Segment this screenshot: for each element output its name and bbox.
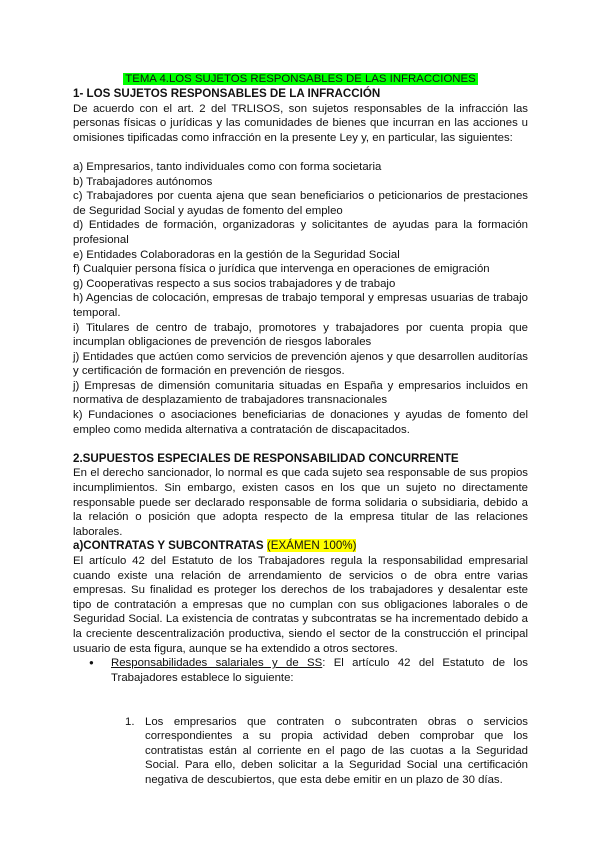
- item-text: Los empresarios que contraten o subcontraten obras o servicios correspondientes a su propia actividad deben comprobar que los contratistas están al corriente en el pago de las cuotas a la Seguridad Social. Para ello, deben solicitar a la Seguridad Social una certificación negativa de descubiertos, que esta debe emitir en un plazo de 30 días.: [145, 715, 528, 786]
- subsection-a-text: El artículo 42 del Estatuto de los Trabajadores regula la responsabilidad empresarial cuando existe una relación de arrendamiento de servicios o de obra entre varias empresas. Su finalidad es proteger los derechos de los trabajadores y desalentar este tipo de contratación a empresas que no cumplan con sus obligaciones laborales o de Seguridad Social. La existencia de contratas y subcontratas se ha incrementado debido a la creciente descentralización productiva, siendo el sector de la construcción el principal usuario de esta figura, aunque se ha extendido a otros sectores.: [73, 555, 528, 655]
- list-item: j) Empresas de dimensión comunitaria situadas en España y empresarios incluidos en normativa de desplazamiento de trabajadores transnacionales: [73, 379, 528, 407]
- list-item: c) Trabajadores por cuenta ajena que sean beneficiarios o peticionarios de prestaciones de Seguridad Social y ayudas de fomento del empleo: [73, 190, 528, 217]
- list-item: i) Titulares de centro de trabajo, promotores y trabajadores por cuenta propia que incumplan obligaciones de prevención de riesgos laborales: [73, 321, 528, 349]
- spacer: [73, 700, 528, 715]
- subsection-a-heading: [73, 539, 528, 554]
- section-2-heading: 2.SUPUESTOS ESPECIALES DE RESPONSABILIDAD CONCURRENTE: [73, 451, 459, 465]
- document-title: TEMA 4.LOS SUJETOS RESPONSABLES DE LAS INFRACCIONES: [125, 73, 476, 85]
- list-item: b) Trabajadores autónomos: [73, 175, 213, 188]
- subsection-a-title: a)CONTRATAS Y SUBCONTRATAS: [73, 539, 267, 553]
- bullet-item: [73, 656, 528, 685]
- list-item: d) Entidades de formación, organizadoras y solicitantes de ayudas para la formación profesional: [73, 219, 528, 246]
- spacer: [73, 685, 528, 700]
- list-item: f) Cualquier persona física o jurídica que intervenga en operaciones de emigración: [73, 263, 490, 276]
- responsible-subjects-list: [73, 160, 528, 437]
- spacer: [73, 145, 528, 160]
- spacer: [73, 437, 528, 452]
- bullet-label: Responsabilidades salariales y de SS: [111, 657, 323, 670]
- list-item: k) Fundaciones o asociaciones beneficiarias de donaciones y ayudas de fomento del empleo como medida alternativa a contratación de discapacitados.: [73, 409, 528, 436]
- bullet-text: : El artículo 42 del Estatuto de los Trabajadores establece lo siguiente:: [111, 657, 528, 684]
- section-2-intro: En el derecho sancionador, lo normal es que cada sujeto sea responsable de sus propios incumplimientos. Sin embargo, existen casos en los que un sujeto no directamente responsable puede ser declarado responsable de forma solidaria o subsidiaria, debido a la relación o posición que adopta respecto de la empresa titular de las relaciones laborales.: [73, 467, 528, 538]
- list-item: g) Cooperativas respecto a sus socios trabajadores y de trabajo: [73, 277, 396, 290]
- title-row: [73, 72, 528, 87]
- numbered-item: [73, 715, 528, 788]
- numbered-list: [73, 715, 528, 788]
- bullet-list: [73, 656, 528, 685]
- section-1-heading: 1- LOS SUJETOS RESPONSABLES DE LA INFRACCIÓN: [73, 87, 381, 100]
- section-1-intro: De acuerdo con el art. 2 del TRLISOS, son sujetos responsables de la infracción las personas físicas o jurídicas y las comunidades de bienes que incurran en las acciones u omisiones tipificadas como infracción en la presente Ley y, en particular, las siguientes:: [73, 102, 528, 144]
- list-item: e) Entidades Colaboradoras en la gestión de la Seguridad Social: [73, 248, 400, 261]
- exam-highlight: (EXÁMEN 100%): [266, 539, 357, 553]
- list-item: a) Empresarios, tanto individuales como con forma societaria: [73, 160, 382, 173]
- list-item: h) Agencias de colocación, empresas de trabajo temporal y empresas usuarias de trabajo temporal.: [73, 292, 528, 319]
- list-item: j) Entidades que actúen como servicios de prevención ajenos y que desarrollen auditorías y certificación de formación en prevención de riesgos.: [73, 350, 528, 378]
- item-number: 1.: [125, 715, 135, 728]
